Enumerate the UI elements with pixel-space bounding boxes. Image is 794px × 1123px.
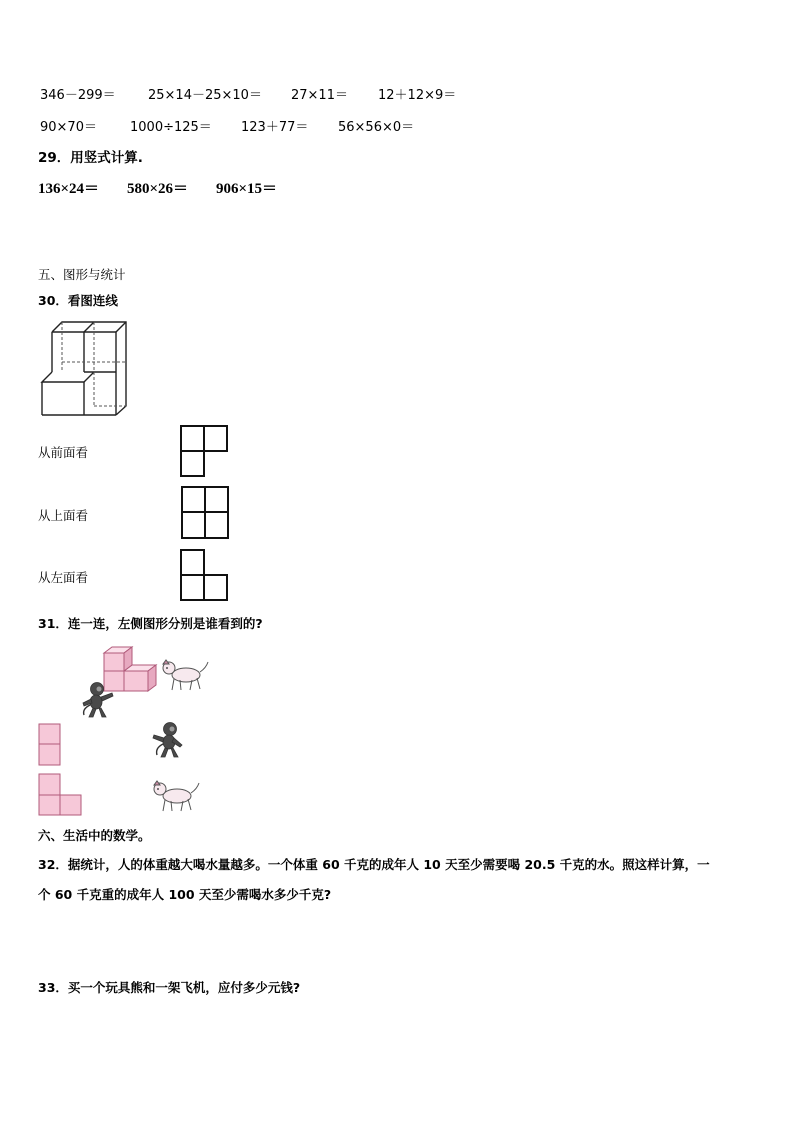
equation-12+12x9: 12＋12×9＝ [378,88,457,103]
q29-item-1: 136×24＝ [38,181,100,197]
equation-1000div125: 1000÷125＝ [130,120,212,135]
dog-icon[interactable] [151,779,201,813]
equation-90x70: 90×70＝ [40,120,97,135]
q29-title: 29．用竖式计算. [38,150,143,166]
view-shape-b[interactable] [181,486,231,540]
view-shape-a[interactable] [180,425,230,477]
view-label-top: 从上面看 [38,508,89,523]
view-label-left: 从左面看 [38,570,89,585]
monkey-icon[interactable] [150,721,186,759]
section-5-heading: 五、图形与统计 [38,267,126,282]
pink-view-l-shape[interactable] [38,773,84,817]
q29-item-2: 580×26＝ [127,181,189,197]
q31-title: 31．连一连，左侧图形分别是谁看到的? [38,616,263,631]
monkey-icon[interactable] [80,681,116,719]
pink-view-column[interactable] [38,723,62,767]
dog-icon[interactable] [160,658,210,692]
section-6-heading: 六、生活中的数学。 [38,828,151,843]
equation-27x11: 27×11＝ [291,88,348,103]
view-label-front: 从前面看 [38,445,89,460]
q29-item-3: 906×15＝ [216,181,278,197]
q33-title: 33．买一个玩具熊和一架飞机，应付多少元钱? [38,980,301,995]
q30-title: 30．看图连线 [38,293,118,308]
equation-346-299: 346－299＝ [40,88,116,103]
q32-line-1: 32．据统计，人的体重越大喝水量越多。一个体重 60 千克的成年人 10 天至少需要喝 20.5 千克的水。照这样计算，一 [38,857,710,872]
equation-123+77: 123＋77＝ [241,120,309,135]
q32-line-2: 个 60 千克重的成年人 100 天至少需喝水多少千克? [38,887,332,902]
equation-25x14-25x10: 25×14－25×10＝ [148,88,262,103]
equation-56x56x0: 56×56×0＝ [338,120,415,135]
view-shape-c[interactable] [180,549,230,601]
q30-cube-solid [38,318,138,416]
